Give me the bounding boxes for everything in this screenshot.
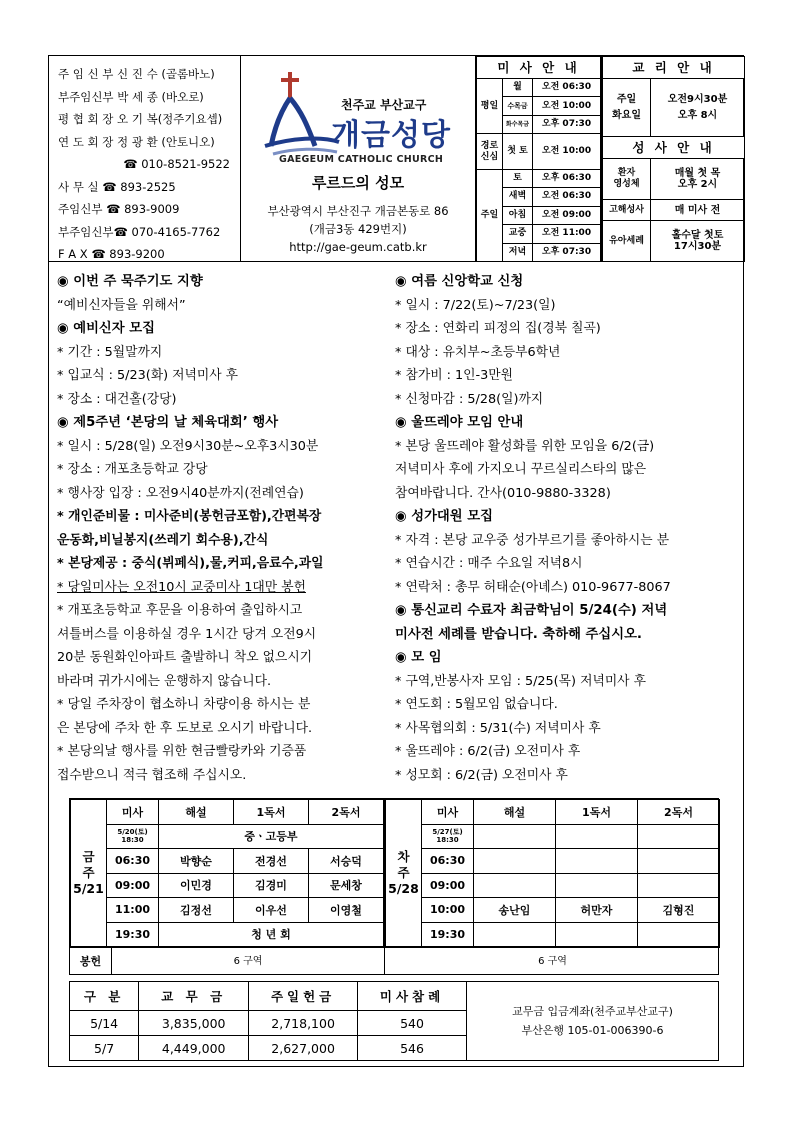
account-label: 교무금 입금계좌(천주교부산교구) bbox=[512, 1005, 673, 1018]
mass-time-cell: 09:00 bbox=[422, 873, 474, 898]
contact-line: F A X ☎ 893-9200 bbox=[58, 247, 165, 261]
contact-line: 부주임신부☎ 070-4165-7762 bbox=[58, 224, 221, 239]
roster-header: 2독서 bbox=[309, 800, 384, 825]
sacrament-time: 매월 첫 목 오후 2시 bbox=[651, 159, 745, 200]
senior-mass-label: 경로 신심 bbox=[477, 134, 503, 169]
announcement-line: 운동화,비닐봉지(쓰레기 회수용),간식 bbox=[57, 532, 269, 548]
mass-day: 수목금 bbox=[503, 97, 533, 115]
sunday-label: 주일 bbox=[477, 169, 503, 261]
announcement-line: 20분 동원화인아파트 출발하니 착오 없으시기 bbox=[57, 650, 313, 665]
finance-cell: 5/7 bbox=[70, 1036, 139, 1061]
roster-name-cell: 박향순 bbox=[159, 849, 234, 874]
finance-cell: 2,718,100 bbox=[249, 1011, 358, 1036]
mass-day: 첫 토 bbox=[503, 134, 533, 169]
mass-time: 오후 07:30 bbox=[533, 115, 601, 133]
section-heading: ◉ 성가대원 모집 bbox=[395, 509, 493, 524]
roster-name-cell bbox=[638, 922, 720, 947]
announcement-line: 저녁미사 후에 가지오니 꾸르실리스타의 많은 bbox=[395, 462, 647, 477]
roster-name-cell: 김정선 bbox=[159, 898, 234, 923]
roster-next-week bbox=[384, 799, 720, 947]
catechism-title: 교 리 안 내 bbox=[603, 57, 745, 79]
mass-time: 오후 06:30 bbox=[533, 169, 601, 187]
roster-name-cell: 서승덕 bbox=[309, 849, 384, 874]
roster-group-cell: 중ㆍ고등부 bbox=[159, 824, 384, 849]
finance-header: 주일헌금 bbox=[249, 982, 358, 1011]
week-label: 차 주 5/28 bbox=[386, 800, 422, 947]
catechism-day: 주일 화요일 bbox=[603, 79, 651, 137]
mass-time-cell: 10:00 bbox=[422, 898, 474, 923]
roster-name-cell bbox=[556, 849, 638, 874]
roster-name-cell bbox=[474, 824, 556, 849]
announcement-line: “예비신자들을 위해서” bbox=[57, 297, 186, 313]
finance-cell: 546 bbox=[358, 1036, 467, 1061]
announcement-line: * 자격 : 본당 교우중 성가부르기를 좋아하시는 분 bbox=[395, 532, 670, 548]
roster-name-cell bbox=[556, 922, 638, 947]
roster-name-cell: 전경선 bbox=[234, 849, 309, 874]
finance-cell: 3,835,000 bbox=[139, 1011, 249, 1036]
finance-cell: 2,627,000 bbox=[249, 1036, 358, 1061]
announcement-line: * 당일미사는 오전10시 교중미사 1대만 봉헌 bbox=[57, 579, 306, 595]
roster-header: 1독서 bbox=[234, 800, 309, 825]
announcement-line: * 연도회 : 5월모임 없습니다. bbox=[395, 697, 558, 712]
roster-name-cell: 김경미 bbox=[234, 873, 309, 898]
roster-name-cell bbox=[474, 873, 556, 898]
mass-time: 오전 06:30 bbox=[533, 79, 601, 97]
account-number: 부산은행 105-01-006390-6 bbox=[521, 1024, 664, 1037]
mass-day: 저녁 bbox=[503, 243, 533, 261]
website-link[interactable]: http://gae-geum.catb.kr bbox=[289, 240, 427, 254]
section-heading: ◉ 이번 주 묵주기도 지향 bbox=[57, 274, 203, 289]
mass-time: 오전 10:00 bbox=[533, 97, 601, 115]
section-heading: ◉ 여름 신앙학교 신청 bbox=[395, 274, 524, 289]
contact-line: 평 협 회 장 오 기 복(정주기요셉) bbox=[58, 112, 223, 126]
finance-header: 구 분 bbox=[70, 982, 139, 1011]
mass-schedule-title: 미 사 안 내 bbox=[477, 57, 601, 79]
contact-line: 연 도 회 장 정 광 환 (안토니오) bbox=[58, 134, 215, 149]
offering-next-week: 6 구역 bbox=[384, 948, 720, 975]
announcement-line: * 개인준비물 : 미사준비(봉헌금포함),간편복장 bbox=[57, 509, 322, 524]
catechism-time: 오전9시30분 오후 8시 bbox=[651, 79, 745, 137]
mass-day: 아침 bbox=[503, 206, 533, 224]
mass-time: 오전 09:00 bbox=[533, 206, 601, 224]
roster-name-cell: 송난임 bbox=[474, 898, 556, 923]
announcement-line: * 개포초등학교 후문을 이용하여 출입하시고 bbox=[57, 603, 303, 618]
church-logo-icon bbox=[261, 66, 341, 161]
mass-time: 오전 10:00 bbox=[533, 134, 601, 169]
church-english-name: GAEGEUM CATHOLIC CHURCH bbox=[279, 154, 444, 165]
announcement-line: * 당일 주차장이 협소하니 차량이용 하시는 분 bbox=[57, 697, 311, 712]
roster-name-cell bbox=[474, 849, 556, 874]
finance-cell: 5/14 bbox=[70, 1011, 139, 1036]
patron-title: 루르드의 성모 bbox=[311, 174, 405, 192]
roster-header: 미사 bbox=[422, 800, 474, 825]
mass-time-cell: 06:30 bbox=[422, 849, 474, 874]
announcement-line: * 장소 : 개포초등학교 강당 bbox=[57, 462, 208, 477]
announcement-line: * 울뜨레야 : 6/2(금) 오전미사 후 bbox=[395, 744, 581, 759]
announcement-line: * 본당제공 : 중식(뷔페식),물,커피,음료수,과일 bbox=[57, 556, 324, 571]
announcement-line: * 일시 : 7/22(토)~7/23(일) bbox=[395, 297, 556, 313]
sacrament-time: 홀수달 첫토 17시30분 bbox=[651, 221, 745, 262]
announcement-line: * 구역,반봉사자 모임 : 5/25(목) 저녁미사 후 bbox=[395, 673, 646, 689]
roster-header: 해설 bbox=[474, 800, 556, 825]
announcement-line: * 연락처 : 총무 허태순(아녜스) 010-9677-8067 bbox=[395, 579, 671, 595]
header bbox=[49, 56, 745, 262]
mass-day: 월 bbox=[503, 79, 533, 97]
mass-time: 오전 06:30 bbox=[533, 188, 601, 206]
announcements-left bbox=[57, 270, 392, 787]
announcement-line: * 기간 : 5월말까지 bbox=[57, 344, 163, 360]
announcement-line: * 사목협의회 : 5/31(수) 저녁미사 후 bbox=[395, 720, 601, 736]
diocese-name: 천주교 부산교구 bbox=[341, 98, 427, 112]
church-logo-block bbox=[241, 56, 475, 262]
roster-this-week bbox=[70, 799, 384, 947]
contact-line: ☎ 010-8521-9522 bbox=[123, 157, 230, 171]
roster-name-cell bbox=[638, 873, 720, 898]
mass-day: 새벽 bbox=[503, 188, 533, 206]
week-label: 금 주 5/21 bbox=[71, 800, 107, 947]
announcement-line: * 연습시간 : 매주 수요일 저녁8시 bbox=[395, 556, 583, 571]
roster-name-cell: 이영철 bbox=[309, 898, 384, 923]
mass-day: 화수목금 bbox=[503, 115, 533, 133]
announcement-line: * 장소 : 대건홀(강당) bbox=[57, 391, 177, 407]
announcement-line: * 입교식 : 5/23(화) 저녁미사 후 bbox=[57, 368, 239, 383]
mass-time-cell: 5/20(토) 18:30 bbox=[107, 824, 159, 849]
address-line-1: 부산광역시 부산진구 개금본동로 86 bbox=[267, 204, 449, 218]
announcement-line: * 본당의날 행사를 위한 현금빨랑카와 기증품 bbox=[57, 744, 307, 759]
mass-time-cell: 06:30 bbox=[107, 849, 159, 874]
sacrament-name: 고해성사 bbox=[603, 200, 651, 221]
announcement-line: * 신청마감 : 5/28(일)까지 bbox=[395, 391, 544, 407]
announcement-line: * 참가비 : 1인-3만원 bbox=[395, 368, 513, 383]
mass-schedule bbox=[475, 56, 601, 262]
contact-line: 부주임신부 박 세 종 (바오로) bbox=[58, 89, 204, 104]
section-heading: ◉ 예비신자 모집 bbox=[57, 321, 155, 336]
section-heading: ◉ 울뜨레야 모임 안내 bbox=[395, 415, 524, 430]
announcement-line: 바라며 귀가시에는 운행하지 않습니다. bbox=[57, 673, 272, 689]
church-address bbox=[241, 202, 475, 256]
liturgy-roster bbox=[69, 798, 719, 975]
church-name: 개금성당 bbox=[331, 118, 451, 153]
contact-line: 사 무 실 ☎ 893-2525 bbox=[58, 179, 176, 194]
announcements-right bbox=[395, 270, 740, 787]
roster-header: 1독서 bbox=[556, 800, 638, 825]
offering-row bbox=[70, 947, 720, 974]
offering-label: 봉헌 bbox=[70, 948, 112, 975]
sacrament-time: 매 미사 전 bbox=[651, 200, 745, 221]
mass-time: 오전 11:00 bbox=[533, 225, 601, 243]
mass-time-cell: 11:00 bbox=[107, 898, 159, 923]
announcement-line: 접수받으니 적극 협조해 주십시오. bbox=[57, 767, 247, 783]
roster-name-cell: 허만자 bbox=[556, 898, 638, 923]
roster-name-cell: 김형진 bbox=[638, 898, 720, 923]
roster-name-cell bbox=[474, 922, 556, 947]
mass-time-cell: 19:30 bbox=[422, 922, 474, 947]
address-line-2: (개금3동 429번지) bbox=[309, 222, 407, 236]
roster-name-cell bbox=[638, 824, 720, 849]
bank-account-info bbox=[467, 981, 719, 1061]
weekday-label: 평일 bbox=[477, 79, 503, 134]
roster-name-cell bbox=[556, 873, 638, 898]
contact-line: 주 임 신 부 신 진 수 (골롬바노) bbox=[58, 67, 215, 81]
finance-header: 미사참례 bbox=[358, 982, 467, 1011]
roster-header: 2독서 bbox=[638, 800, 720, 825]
announcement-line: * 일시 : 5/28(일) 오전9시30분~오후3시30분 bbox=[57, 438, 319, 454]
finance-table bbox=[69, 981, 467, 1061]
mass-day: 토 bbox=[503, 169, 533, 187]
contact-line: 주임신부 ☎ 893-9009 bbox=[58, 202, 180, 216]
roster-name-cell: 문세창 bbox=[309, 873, 384, 898]
sacrament-title: 성 사 안 내 bbox=[603, 137, 745, 159]
mass-time-cell: 5/27(토) 18:30 bbox=[422, 824, 474, 849]
bulletin-frame bbox=[48, 55, 744, 1067]
announcement-line: 참여바랍니다. 간사(010-9880-3328) bbox=[395, 485, 611, 501]
roster-header: 미사 bbox=[107, 800, 159, 825]
roster-name-cell: 이민경 bbox=[159, 873, 234, 898]
roster-name-cell: 이우선 bbox=[234, 898, 309, 923]
roster-group-cell: 청 년 회 bbox=[159, 922, 384, 947]
announcement-line: * 성모회 : 6/2(금) 오전미사 후 bbox=[395, 767, 568, 783]
announcement-line: 은 본당에 주차 한 후 도보로 오시기 바랍니다. bbox=[57, 720, 313, 736]
section-heading: ◉ 모 임 bbox=[395, 650, 442, 665]
mass-time-cell: 19:30 bbox=[107, 922, 159, 947]
section-heading: ◉ 제5주년 ‘본당의 날 체육대회’ 행사 bbox=[57, 415, 279, 430]
offering-this-week: 6 구역 bbox=[233, 956, 263, 967]
sacrament-name: 유아세례 bbox=[603, 221, 651, 262]
section-heading: 미사전 세례를 받습니다. 축하해 주십시오. bbox=[395, 626, 642, 642]
finance-cell: 4,449,000 bbox=[139, 1036, 249, 1061]
catechism-schedule bbox=[601, 56, 745, 262]
mass-time: 오후 07:30 bbox=[533, 243, 601, 261]
announcement-line: * 본당 울뜨레야 활성화를 위한 모임을 6/2(금) bbox=[395, 438, 655, 454]
sacrament-name: 환자 영성체 bbox=[603, 159, 651, 200]
section-heading: ◉ 통신교리 수료자 최금학님이 5/24(수) 저녁 bbox=[395, 603, 668, 618]
mass-day: 교중 bbox=[503, 225, 533, 243]
roster-name-cell bbox=[638, 849, 720, 874]
announcement-line: * 대상 : 유치부~초등부6학년 bbox=[395, 344, 561, 360]
finance-header: 교 무 금 bbox=[139, 982, 249, 1011]
mass-time-cell: 09:00 bbox=[107, 873, 159, 898]
contact-list bbox=[49, 56, 241, 262]
roster-header: 해설 bbox=[159, 800, 234, 825]
finance-cell: 540 bbox=[358, 1011, 467, 1036]
announcement-line: * 장소 : 연화리 피정의 집(경북 칠곡) bbox=[395, 321, 601, 336]
announcement-line: 셔틀버스를 이용하실 경우 1시간 당겨 오전9시 bbox=[57, 626, 317, 642]
roster-name-cell bbox=[556, 824, 638, 849]
announcement-line: * 행사장 입장 : 오전9시40분까지(전례연습) bbox=[57, 485, 304, 501]
